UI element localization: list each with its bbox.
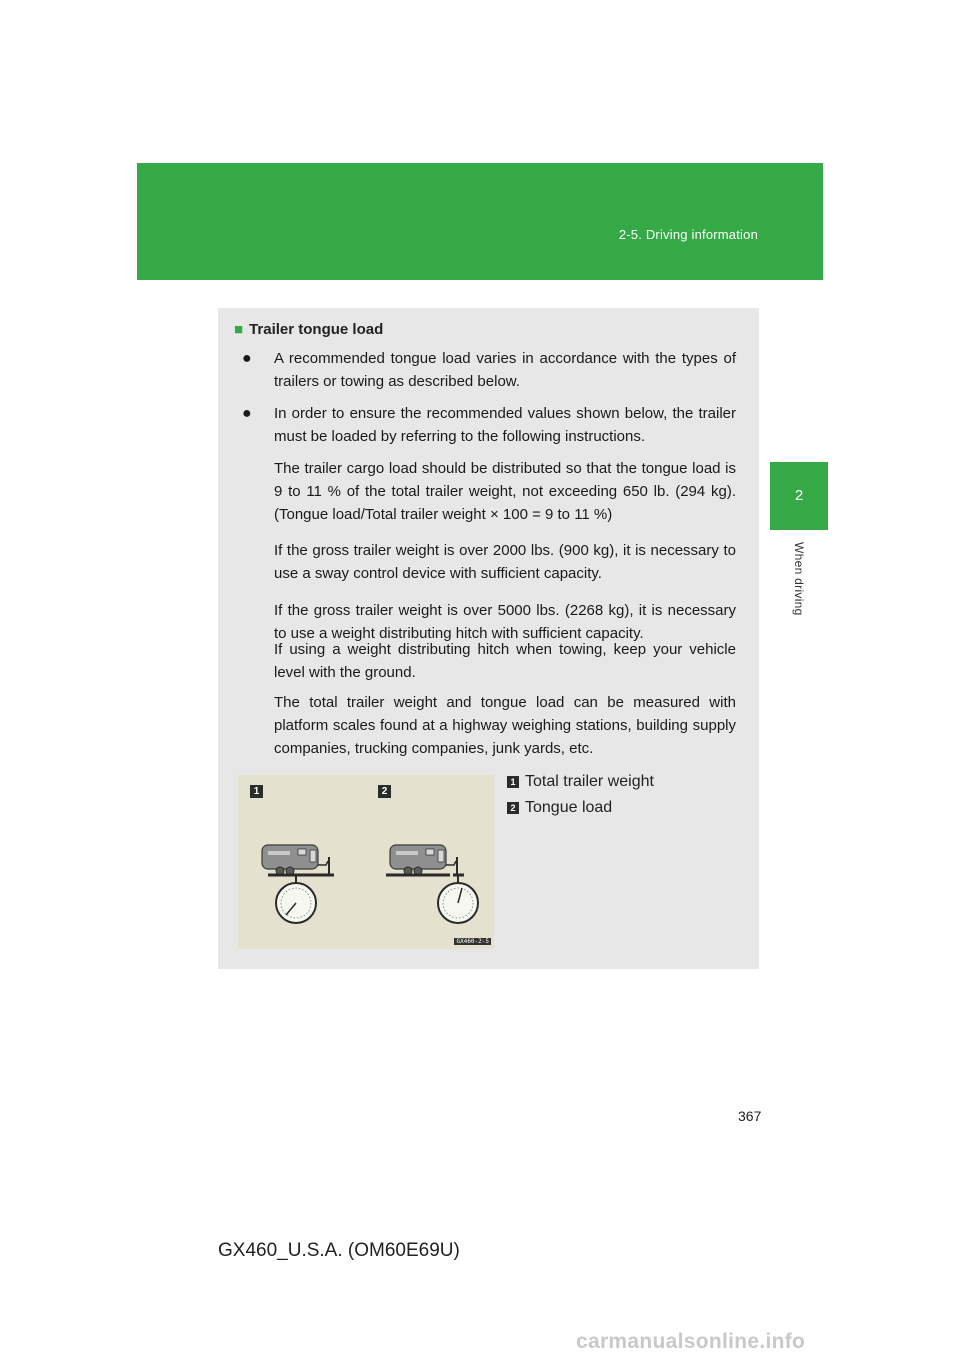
- figure-label-2: 2: [378, 785, 391, 798]
- trailer-total-weight-icon: [262, 845, 334, 923]
- bullet-dot-icon: ●: [242, 405, 252, 422]
- figure-label-1: 1: [250, 785, 263, 798]
- chapter-tab[interactable]: 2: [770, 462, 828, 530]
- bullet-text: In order to ensure the recommended values shown below, the trailer must be loaded by referring to the following instructions.: [274, 405, 736, 445]
- trailer-illustration: [238, 775, 494, 949]
- footer-watermark[interactable]: carmanualsonline.info: [576, 1330, 806, 1353]
- section-title-text: Trailer tongue load: [249, 321, 384, 338]
- trailer-scale-drawing: [238, 775, 494, 949]
- paragraph: If the gross trailer weight is over 5000 lbs. (2268 kg), it is necessary to use a weight distributing hitch with sufficient capacity.: [274, 602, 736, 642]
- paragraph: If using a weight distributing hitch when towing, keep your vehicle level with the ground.: [274, 641, 736, 681]
- section-title: [234, 321, 383, 338]
- figure-code: GX460-2-5: [456, 938, 489, 945]
- bullet-text: A recommended tongue load varies in accordance with the types of trailers or towing as described below.: [274, 350, 736, 390]
- legend-text: Tongue load: [525, 799, 613, 816]
- tongue-load-icon: [386, 845, 478, 923]
- bullet-dot-icon: ●: [242, 350, 252, 367]
- bullet-item: [244, 402, 736, 448]
- bullet-item: [244, 347, 736, 393]
- legend-item: [507, 799, 612, 817]
- section-header: 2-5. Driving information: [618, 227, 758, 242]
- document-code: GX460_U.S.A. (OM60E69U): [218, 1240, 460, 1261]
- paragraph: If the gross trailer weight is over 2000 lbs. (900 kg), it is necessary to use a sway control device with sufficient capacity.: [274, 542, 736, 582]
- header-band: [137, 163, 823, 280]
- info-panel: [218, 308, 759, 969]
- legend-text: Total trailer weight: [525, 773, 654, 790]
- chapter-label: When driving: [792, 542, 806, 616]
- square-bullet-icon: ■: [234, 321, 244, 338]
- legend-number-1: 1: [507, 776, 519, 788]
- paragraph: The total trailer weight and tongue load can be measured with platform scales found at a highway weighing stations, building supply companies, trucking companies, junk yards, etc.: [274, 694, 736, 757]
- page-number: 367: [738, 1108, 762, 1124]
- legend-item: [507, 773, 654, 791]
- legend-number-2: 2: [507, 802, 519, 814]
- paragraph: The trailer cargo load should be distributed so that the tongue load is 9 to 11 % of the total trailer weight, not exceeding 650 lb. (294 kg). (Tongue load/Total trailer weight × 100 = 9 to 11 %): [274, 460, 736, 523]
